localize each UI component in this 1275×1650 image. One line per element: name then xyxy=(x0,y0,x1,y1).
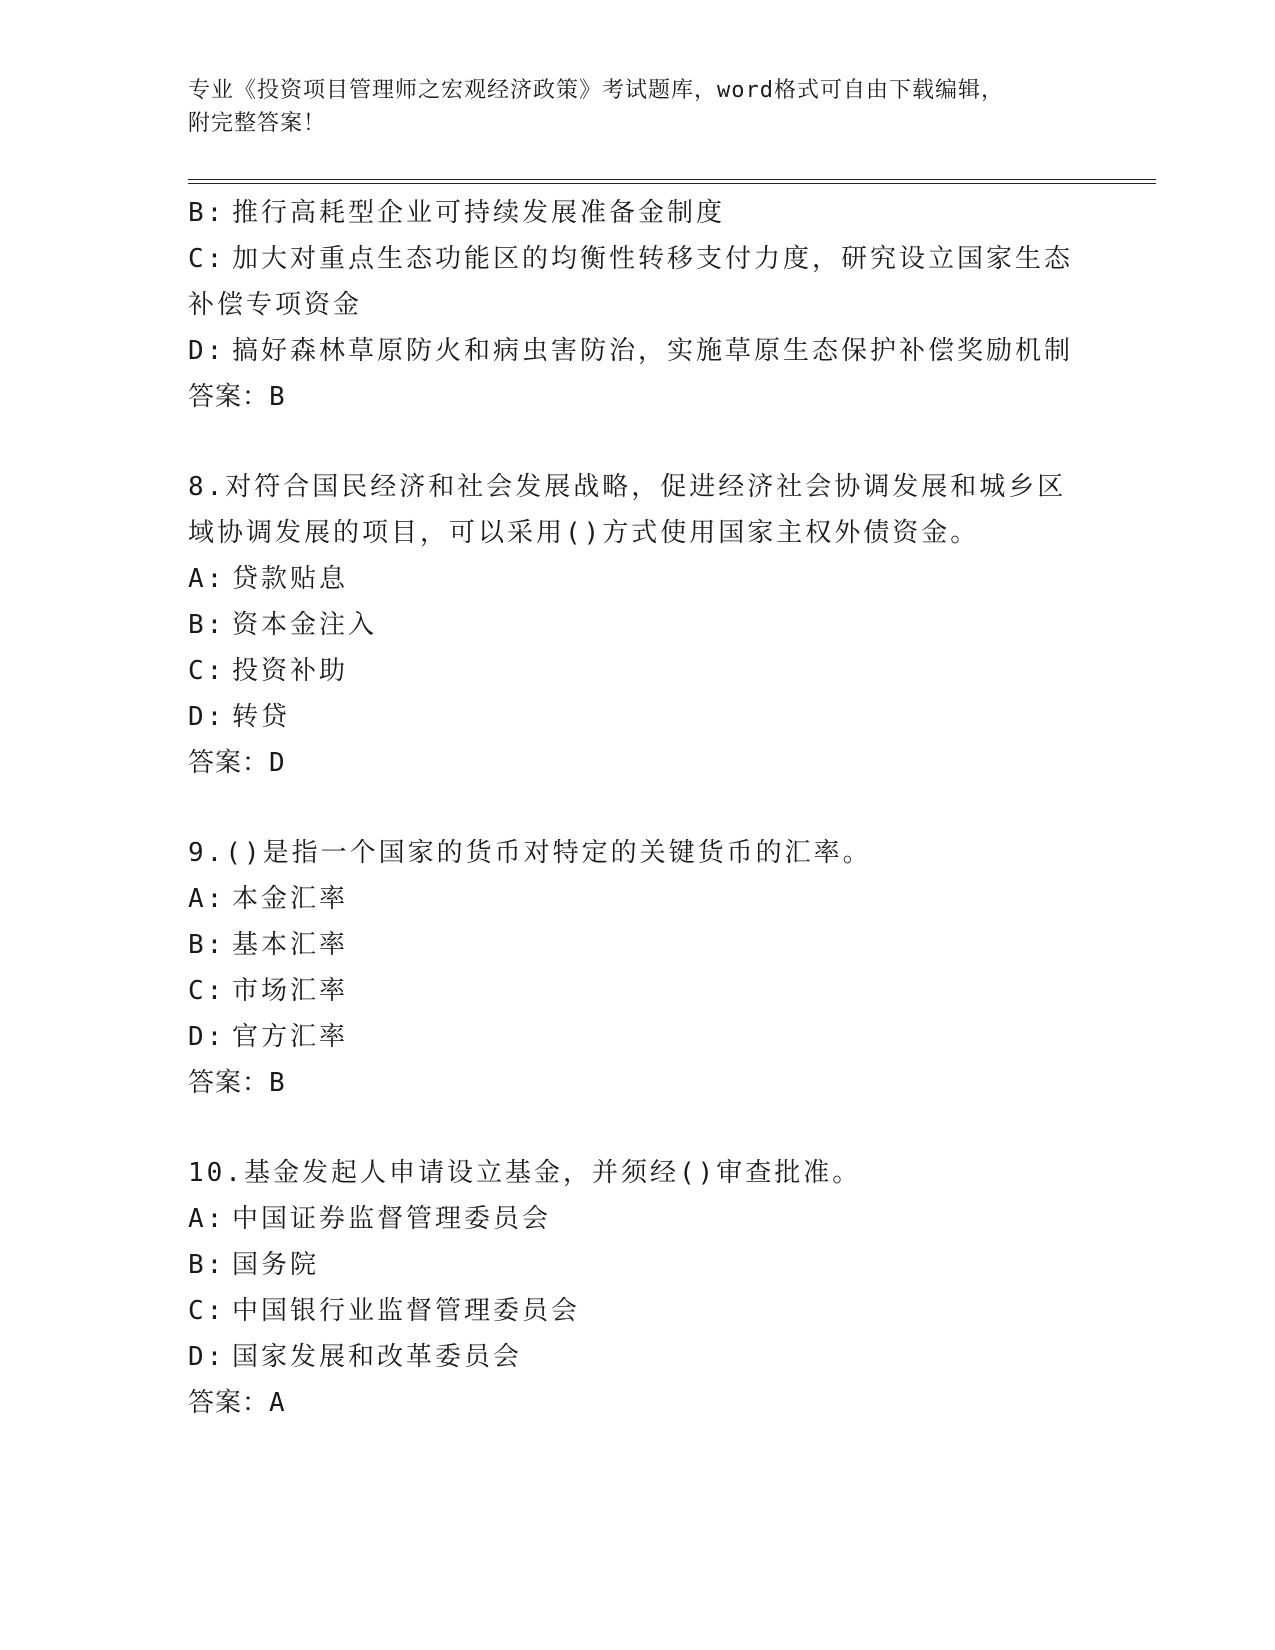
question-9 xyxy=(188,830,1088,1106)
option-key: C: xyxy=(188,656,226,686)
option-c xyxy=(188,968,1088,1014)
option-a xyxy=(188,1196,1088,1242)
question-stem: 8.对符合国民经济和社会发展战略，促进经济社会协调发展和城乡区 xyxy=(188,472,1067,502)
option-a xyxy=(188,556,1088,602)
option-text: 加大对重点生态功能区的均衡性转移支付力度，研究设立国家生态 xyxy=(232,244,1074,274)
option-text: 推行高耗型企业可持续发展准备金制度 xyxy=(232,198,726,228)
option-a xyxy=(188,876,1088,922)
question-list xyxy=(188,190,1088,1426)
option-key: D: xyxy=(188,1342,226,1372)
option-d xyxy=(188,1014,1088,1060)
option-key: A: xyxy=(188,564,226,594)
option-key: A: xyxy=(188,884,226,914)
option-d xyxy=(188,1334,1088,1380)
question-stem: 10.基金发起人申请设立基金，并须经()审查批准。 xyxy=(188,1158,862,1188)
option-b xyxy=(188,1242,1088,1288)
option-text: 基本汇率 xyxy=(232,930,349,960)
option-c xyxy=(188,648,1088,694)
question-7-continued xyxy=(188,190,1088,420)
question-10 xyxy=(188,1150,1088,1426)
answer: 答案：D xyxy=(188,748,286,778)
option-d xyxy=(188,328,1088,374)
document-intro xyxy=(188,74,1068,140)
option-key: D: xyxy=(188,1022,226,1052)
option-b xyxy=(188,922,1088,968)
question-stem-continuation: 域协调发展的项目，可以采用()方式使用国家主权外债资金。 xyxy=(188,518,980,548)
option-c-continuation: 补偿专项资金 xyxy=(188,290,363,320)
option-text: 国家发展和改革委员会 xyxy=(232,1342,523,1372)
option-key: C: xyxy=(188,244,226,274)
option-text: 贷款贴息 xyxy=(232,564,349,594)
option-d xyxy=(188,694,1088,740)
option-key: D: xyxy=(188,702,226,732)
option-text: 投资补助 xyxy=(232,656,349,686)
option-key: C: xyxy=(188,1296,226,1326)
option-c xyxy=(188,1288,1088,1334)
option-text: 国务院 xyxy=(232,1250,320,1280)
option-text: 资本金注入 xyxy=(232,610,378,640)
answer: 答案：B xyxy=(188,382,286,412)
option-text: 搞好森林草原防火和病虫害防治，实施草原生态保护补偿奖励机制 xyxy=(232,336,1074,366)
option-b xyxy=(188,190,1088,236)
option-text: 中国银行业监督管理委员会 xyxy=(232,1296,581,1326)
option-key: C: xyxy=(188,976,226,1006)
answer: 答案：B xyxy=(188,1068,286,1098)
option-text: 转贷 xyxy=(232,702,291,732)
option-key: B: xyxy=(188,1250,226,1280)
option-c xyxy=(188,236,1088,282)
option-text: 本金汇率 xyxy=(232,884,349,914)
option-b xyxy=(188,602,1088,648)
option-key: B: xyxy=(188,930,226,960)
header-divider xyxy=(188,179,1156,184)
question-stem: 9.()是指一个国家的货币对特定的关键货币的汇率。 xyxy=(188,838,872,868)
intro-line-2: 附完整答案！ xyxy=(188,111,327,136)
question-8 xyxy=(188,464,1088,786)
option-key: A: xyxy=(188,1204,226,1234)
option-text: 官方汇率 xyxy=(232,1022,349,1052)
intro-line-1: 专业《投资项目管理师之宏观经济政策》考试题库，word格式可自由下载编辑， xyxy=(188,78,1004,103)
option-key: B: xyxy=(188,610,226,640)
option-text: 中国证券监督管理委员会 xyxy=(232,1204,552,1234)
answer: 答案：A xyxy=(188,1388,286,1418)
option-text: 市场汇率 xyxy=(232,976,349,1006)
option-key: D: xyxy=(188,336,226,366)
option-key: B: xyxy=(188,198,226,228)
